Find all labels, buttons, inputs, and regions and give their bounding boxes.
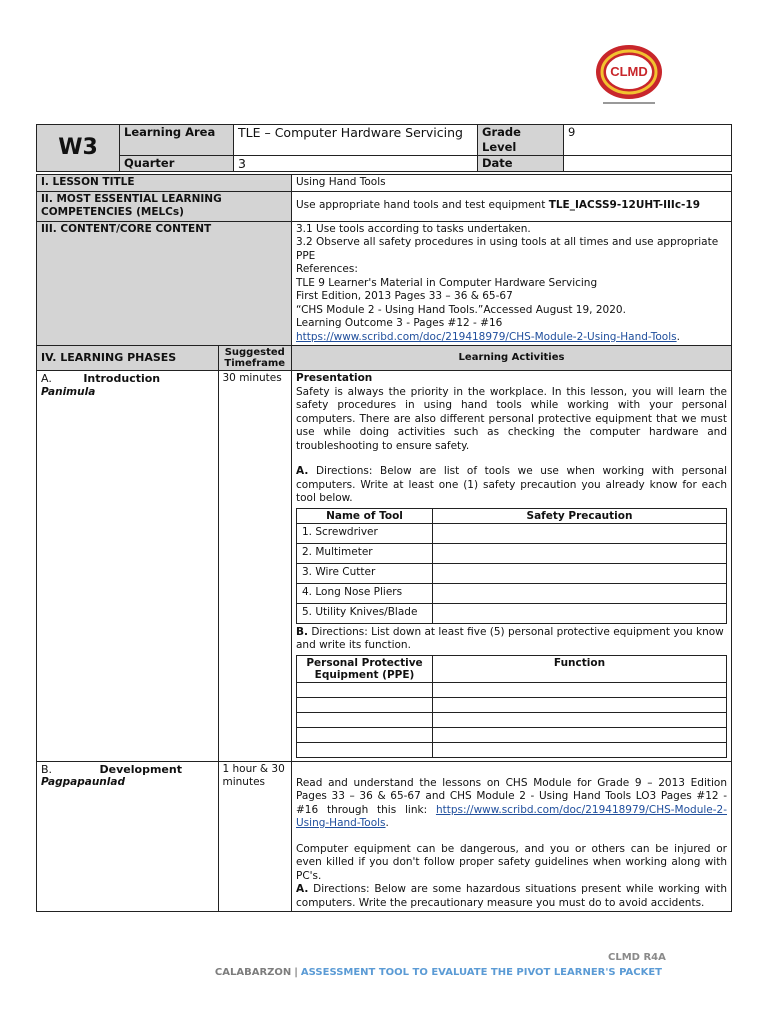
tool-name: 3. Wire Cutter (297, 563, 433, 583)
intro-a-text: Directions: Below are list of tools we use when working with personal computers. Write at least one (1) safety precaution you already know for each tool below. (296, 465, 727, 504)
activities-header: Learning Activities (292, 346, 732, 371)
tools-header-name: Name of Tool (297, 508, 433, 523)
intro-subtitle: Panimula (41, 385, 96, 398)
presentation-text: Safety is always the priority in the workplace. In this lesson, you will learn the safety procedures in using hand tools while working with your personal computers. There are also different personal protective equipment that we must use while doing activities such as checking the computer hardware and troubleshooting to ensure safety. (296, 385, 727, 452)
dev-letter: B. (41, 762, 53, 776)
function-cell[interactable] (433, 727, 727, 742)
content-line: 3.1 Use tools according to tasks undertaken. (296, 222, 531, 235)
learning-area-value: TLE – Computer Hardware Servicing (234, 125, 478, 156)
function-cell[interactable] (433, 682, 727, 697)
dev-activities (292, 761, 732, 912)
timeframe-header: Suggested Timeframe (218, 346, 292, 371)
ppe-cell[interactable] (297, 712, 433, 727)
date-label: Date (478, 156, 564, 172)
table-row (297, 563, 727, 583)
function-cell[interactable] (433, 742, 727, 757)
week-label: W3 (37, 125, 120, 172)
lesson-table (36, 174, 732, 912)
dev-module-link[interactable]: https://www.scribd.com/doc/219418979/CHS-Module-2-Using-Hand-Tools (296, 803, 727, 829)
quarter-value: 3 (234, 156, 478, 172)
content-line: First Edition, 2013 Pages 33 – 36 & 65-67 (296, 290, 513, 302)
precaution-cell[interactable] (433, 523, 727, 543)
dev-para1 (296, 777, 727, 831)
melc-text: Use appropriate hand tools and test equipment (296, 199, 546, 212)
ppe-header-equipment: Personal Protective Equipment (PPE) (297, 655, 433, 682)
intro-a-letter: A. (296, 465, 309, 477)
tools-header-precaution: Safety Precaution (433, 508, 727, 523)
ppe-cell[interactable] (297, 742, 433, 757)
precaution-cell[interactable] (433, 563, 727, 583)
dev-phase (37, 761, 219, 912)
lesson-title-value: Using Hand Tools (292, 175, 732, 192)
tool-name: 2. Multimeter (297, 543, 433, 563)
melc-label: II. MOST ESSENTIAL LEARNING COMPETENCIES (MELCs) (37, 191, 292, 221)
learning-area-label: Learning Area (120, 125, 234, 156)
content-line: References: (296, 263, 358, 275)
dev-a-letter: A. (296, 883, 309, 895)
ppe-table (296, 655, 727, 758)
footer-tool-title: ASSESSMENT TOOL TO EVALUATE THE PIVOT LEARNER'S PACKET (300, 967, 662, 978)
clmd-logo (593, 44, 665, 108)
tools-table (296, 508, 727, 624)
precaution-cell[interactable] (433, 583, 727, 603)
precaution-cell[interactable] (433, 603, 727, 623)
grade-level-value: 9 (564, 125, 732, 156)
phases-header: IV. LEARNING PHASES (37, 346, 219, 371)
table-row (297, 682, 727, 697)
content-value (292, 221, 732, 346)
dev-time: 1 hour & 30 minutes (218, 761, 292, 912)
lesson-title-label: I. LESSON TITLE (37, 175, 292, 192)
table-row (297, 727, 727, 742)
content-line: 3.2 Observe all safety procedures in using tools at all times and use appropriate PPE (296, 236, 719, 262)
dev-para2: Computer equipment can be dangerous, and you or others can be injured or even killed if you don't follow proper safety guidelines when working along with PC's. (296, 842, 727, 882)
melc-code: TLE_IACSS9-12UHT-IIIc-19 (548, 199, 701, 212)
dev-a-text: Directions: Below are some hazardous situations present while working with computers. Write the precautionary measure you must do to avoid accidents. (296, 883, 727, 909)
date-value (564, 156, 732, 172)
intro-b-letter: B. (296, 625, 308, 638)
melc-value (292, 191, 732, 221)
link-period: . (676, 330, 680, 343)
svg-text:CLMD: CLMD (610, 64, 648, 79)
table-row (297, 543, 727, 563)
presentation-label: Presentation (296, 372, 373, 384)
ppe-cell[interactable] (297, 727, 433, 742)
function-cell[interactable] (433, 697, 727, 712)
tool-name: 5. Utility Knives/Blade (297, 603, 433, 623)
ppe-header-function: Function (433, 655, 727, 682)
content-line: TLE 9 Learner's Material in Computer Hardware Servicing (296, 276, 598, 289)
dev-para1-text: Read and understand the lessons on CHS Module for Grade 9 – 2013 Edition Pages 33 – 36 & 65-67 and CHS Module 2 - Using Hand Tools LO3 Pages #12 - #16 through this link: (296, 776, 727, 816)
content-line: Learning Outcome 3 - Pages #12 - #16 (296, 317, 503, 329)
content-label: III. CONTENT/CORE CONTENT (37, 221, 292, 346)
dev-para1-end: . (385, 817, 389, 829)
intro-title: Introduction (83, 372, 161, 385)
table-row (297, 603, 727, 623)
module-link[interactable]: https://www.scribd.com/doc/219418979/CHS-Module-2-Using-Hand-Tools (296, 330, 677, 343)
function-cell[interactable] (433, 712, 727, 727)
table-row (297, 583, 727, 603)
dev-subtitle: Pagpapaunlad (41, 776, 125, 788)
intro-phase (37, 371, 219, 762)
intro-b-text: Directions: List down at least five (5) personal protective equipment you know and write its function. (296, 625, 724, 651)
ppe-cell[interactable] (297, 682, 433, 697)
grade-level-label: Grade Level (478, 125, 564, 156)
tool-name: 4. Long Nose Pliers (297, 583, 433, 603)
table-row (297, 523, 727, 543)
precaution-cell[interactable] (433, 543, 727, 563)
intro-time: 30 minutes (218, 371, 292, 762)
dev-title: Development (99, 762, 182, 776)
header-table (36, 124, 732, 172)
content-line: “CHS Module 2 - Using Hand Tools.”Accessed August 19, 2020. (296, 303, 626, 316)
table-row (297, 742, 727, 757)
footer-code: CLMD R4A (608, 952, 666, 963)
footer-separator: | (294, 967, 298, 978)
footer-region: CALABARZON (214, 967, 292, 978)
footer-title (215, 967, 662, 978)
intro-letter: A. (41, 372, 52, 385)
quarter-label: Quarter (120, 156, 234, 172)
tool-name: 1. Screwdriver (297, 523, 433, 543)
table-row (297, 697, 727, 712)
intro-activities (292, 371, 732, 762)
ppe-cell[interactable] (297, 697, 433, 712)
table-row (297, 712, 727, 727)
